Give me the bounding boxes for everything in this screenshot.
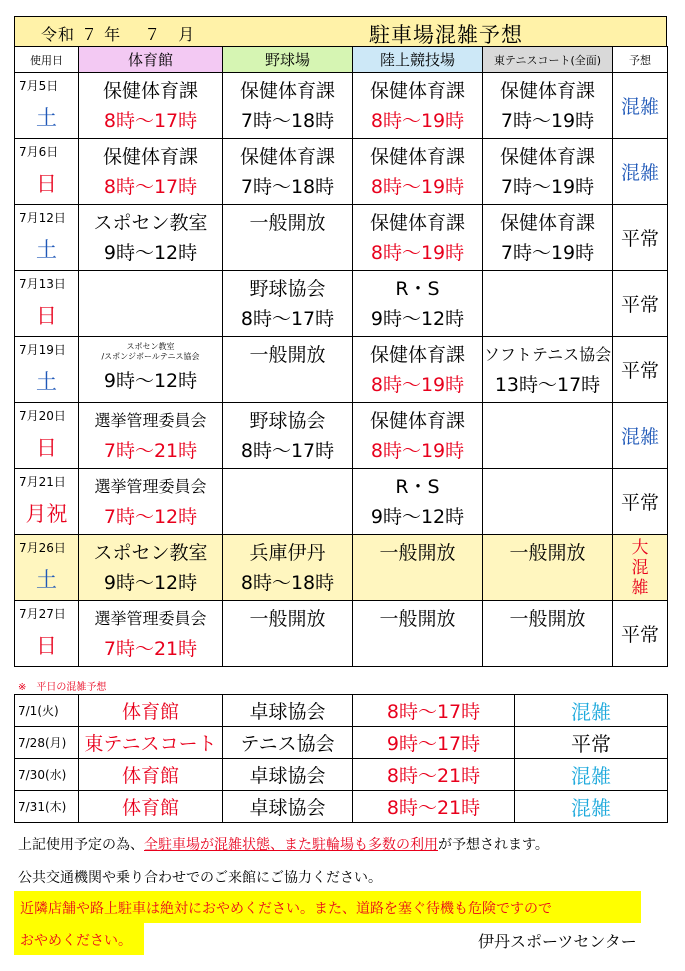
gym-org-line-1: スポセン教室 xyxy=(126,342,175,351)
header-forecast: 予想 xyxy=(613,47,668,73)
title-era: 令和 ７ 年 ７ 月 xyxy=(41,25,196,44)
baseball-org: 一般開放 xyxy=(249,212,326,234)
header-athletics: 陸上競技場 xyxy=(353,47,483,73)
weekday-row xyxy=(15,727,668,759)
athletics-org: R・S xyxy=(395,476,440,498)
athletics-time: 8時～19時 xyxy=(370,110,465,132)
date-cell xyxy=(15,535,79,601)
athletics-time: 8時～19時 xyxy=(370,374,465,396)
gym-org: スポセン教室 xyxy=(93,212,208,234)
forecast-value: 平常 xyxy=(620,492,659,514)
tennis-time: 7時～19時 xyxy=(500,176,595,198)
tennis-cell xyxy=(483,73,613,139)
weekday-event: 卓球協会 xyxy=(223,759,353,791)
weekday-time: 9時～17時 xyxy=(353,727,515,759)
baseball-cell xyxy=(223,601,353,667)
date-month-day: 7月19日 xyxy=(19,343,66,357)
weekday-date: 7/28(月) xyxy=(15,727,79,759)
gym-time: 7時～21時 xyxy=(103,440,198,462)
baseball-org: 保健体育課 xyxy=(239,146,335,168)
date-cell xyxy=(15,73,79,139)
footer-line-2: 公共交通機関や乗り合わせでのご来館にご協力ください。 xyxy=(18,870,382,886)
forecast-value: 混雑 xyxy=(620,96,659,118)
forecast-cell xyxy=(613,337,668,403)
weekday-facility: 体育館 xyxy=(79,695,223,727)
gym-org: 選挙管理委員会 xyxy=(94,411,207,430)
date-month-day: 7月6日 xyxy=(19,145,59,159)
athletics-cell xyxy=(353,337,483,403)
gym-time: 7時～12時 xyxy=(103,506,198,528)
tennis-org: 保健体育課 xyxy=(499,146,595,168)
weekday-schedule-table xyxy=(14,694,668,823)
forecast-cell xyxy=(613,271,668,337)
baseball-time: 8時～18時 xyxy=(240,572,335,594)
gym-time: 7時～21時 xyxy=(103,638,198,660)
tennis-cell xyxy=(483,403,613,469)
athletics-org: 一般開放 xyxy=(379,608,456,630)
weekday-row xyxy=(15,759,668,791)
warning-line-1: 近隣店舗や路上駐車は絶対におやめください。また、道路を塞ぐ待機も危険ですので xyxy=(20,901,552,917)
baseball-org: 野球協会 xyxy=(249,410,326,432)
forecast-char: 雑 xyxy=(631,577,649,598)
gym-org: 保健体育課 xyxy=(102,80,198,102)
footer-line-1: 上記使用予定の為、全駐車場が混雑状態、また駐輪場も多数の利用が予想されます。 xyxy=(18,837,549,853)
day-row xyxy=(15,337,668,403)
gym-time: 9時～12時 xyxy=(103,242,198,264)
forecast-value: 平常 xyxy=(620,360,659,382)
date-month-day: 7月20日 xyxy=(19,409,66,423)
athletics-org: 保健体育課 xyxy=(369,410,465,432)
weekend-schedule-table xyxy=(14,46,668,667)
forecast-cell xyxy=(613,205,668,271)
date-cell xyxy=(15,139,79,205)
weekday-forecast: 混雑 xyxy=(515,791,668,823)
baseball-cell xyxy=(223,139,353,205)
tennis-cell xyxy=(483,601,613,667)
gym-cell xyxy=(79,73,223,139)
weekday-facility: 体育館 xyxy=(79,759,223,791)
gym-time: 9時～12時 xyxy=(103,572,198,594)
gym-cell xyxy=(79,139,223,205)
baseball-cell xyxy=(223,403,353,469)
athletics-org: 一般開放 xyxy=(379,542,456,564)
baseball-time: 8時～17時 xyxy=(240,308,335,330)
date-weekday: 月祝 xyxy=(25,502,68,526)
footer-emphasis-bicycle: また駐輪場も多数の利用 xyxy=(284,837,438,853)
baseball-org: 保健体育課 xyxy=(239,80,335,102)
table-header-row xyxy=(15,47,668,73)
gym-time: 8時～17時 xyxy=(103,110,198,132)
baseball-cell xyxy=(223,73,353,139)
forecast-value: 平常 xyxy=(620,624,659,646)
date-weekday: 日 xyxy=(36,172,57,196)
weekday-forecast: 平常 xyxy=(515,727,668,759)
athletics-org: 保健体育課 xyxy=(369,80,465,102)
athletics-cell xyxy=(353,271,483,337)
gym-cell xyxy=(79,535,223,601)
weekday-date: 7/31(木) xyxy=(15,791,79,823)
weekday-event: テニス協会 xyxy=(223,727,353,759)
gym-cell xyxy=(79,403,223,469)
forecast-cell xyxy=(613,469,668,535)
date-month-day: 7月5日 xyxy=(19,79,59,93)
athletics-org: 保健体育課 xyxy=(369,146,465,168)
tennis-org: 一般開放 xyxy=(509,542,586,564)
header-date: 使用日 xyxy=(15,47,79,73)
date-weekday: 土 xyxy=(36,370,57,394)
date-month-day: 7月13日 xyxy=(19,277,66,291)
gym-cell xyxy=(79,337,223,403)
athletics-cell xyxy=(353,601,483,667)
date-cell xyxy=(15,601,79,667)
forecast-value: 平常 xyxy=(620,294,659,316)
tennis-cell xyxy=(483,337,613,403)
gym-cell xyxy=(79,469,223,535)
date-cell xyxy=(15,469,79,535)
date-weekday: 土 xyxy=(36,238,57,262)
day-row xyxy=(15,271,668,337)
athletics-org: R・S xyxy=(395,278,440,300)
gym-org-line-2: /スポンジボールテニス協会 xyxy=(101,352,200,361)
athletics-cell xyxy=(353,139,483,205)
athletics-org: 保健体育課 xyxy=(369,212,465,234)
forecast-cell xyxy=(613,403,668,469)
athletics-time: 9時～12時 xyxy=(370,506,465,528)
date-weekday: 土 xyxy=(36,568,57,592)
tennis-org: 一般開放 xyxy=(509,608,586,630)
forecast-value: 平常 xyxy=(620,228,659,250)
tennis-cell xyxy=(483,139,613,205)
header-tennis: 東テニスコート(全面) xyxy=(483,47,613,73)
gym-time: 8時～17時 xyxy=(103,176,198,198)
athletics-cell xyxy=(353,73,483,139)
baseball-org: 兵庫伊丹 xyxy=(249,542,326,564)
gym-cell xyxy=(79,601,223,667)
forecast-value: 混雑 xyxy=(620,162,659,184)
date-cell xyxy=(15,205,79,271)
forecast-cell xyxy=(613,73,668,139)
forecast-cell xyxy=(613,535,668,601)
date-month-day: 7月21日 xyxy=(19,475,66,489)
date-cell xyxy=(15,271,79,337)
athletics-cell xyxy=(353,469,483,535)
baseball-time: 8時～17時 xyxy=(240,440,335,462)
gym-org: 選挙管理委員会 xyxy=(94,477,207,496)
forecast-char: 混 xyxy=(631,557,649,578)
baseball-org: 一般開放 xyxy=(249,344,326,366)
day-row xyxy=(15,403,668,469)
gym-org: 保健体育課 xyxy=(102,146,198,168)
day-row xyxy=(15,535,668,601)
day-row xyxy=(15,139,668,205)
gym-cell xyxy=(79,205,223,271)
date-weekday: 土 xyxy=(36,106,57,130)
tennis-org: ソフトテニス協会 xyxy=(483,345,612,364)
header-baseball: 野球場 xyxy=(223,47,353,73)
tennis-org: 保健体育課 xyxy=(499,80,595,102)
day-row xyxy=(15,205,668,271)
baseball-cell xyxy=(223,469,353,535)
baseball-org: 一般開放 xyxy=(249,608,326,630)
gym-cell xyxy=(79,271,223,337)
forecast-cell xyxy=(613,601,668,667)
tennis-org: 保健体育課 xyxy=(499,212,595,234)
athletics-cell xyxy=(353,205,483,271)
title-bar xyxy=(14,16,667,46)
baseball-time: 7時～18時 xyxy=(240,176,335,198)
weekday-time: 8時～21時 xyxy=(353,791,515,823)
gym-org: 選挙管理委員会 xyxy=(94,609,207,628)
header-gym: 体育館 xyxy=(79,47,223,73)
baseball-cell xyxy=(223,271,353,337)
tennis-time: 13時～17時 xyxy=(494,374,601,396)
weekday-note: ※ 平日の混雑予想 xyxy=(18,682,107,693)
gym-time: 9時～12時 xyxy=(103,370,198,392)
forecast-char: 大 xyxy=(631,537,649,558)
weekday-date: 7/1(火) xyxy=(15,695,79,727)
weekday-row xyxy=(15,695,668,727)
date-cell xyxy=(15,337,79,403)
forecast-value: 混雑 xyxy=(620,426,659,448)
weekday-forecast: 混雑 xyxy=(515,759,668,791)
weekday-event: 卓球協会 xyxy=(223,695,353,727)
weekday-forecast: 混雑 xyxy=(515,695,668,727)
date-weekday: 日 xyxy=(36,634,57,658)
day-row xyxy=(15,73,668,139)
weekday-facility: 東テニスコート xyxy=(79,727,223,759)
date-month-day: 7月12日 xyxy=(19,211,66,225)
tennis-cell xyxy=(483,469,613,535)
weekday-row xyxy=(15,791,668,823)
date-weekday: 日 xyxy=(36,304,57,328)
weekday-time: 8時～21時 xyxy=(353,759,515,791)
baseball-org: 野球協会 xyxy=(249,278,326,300)
athletics-time: 8時～19時 xyxy=(370,176,465,198)
athletics-time: 8時～19時 xyxy=(370,440,465,462)
date-cell xyxy=(15,403,79,469)
date-month-day: 7月27日 xyxy=(19,607,66,621)
page-title: 駐車場混雑予想 xyxy=(369,23,523,47)
forecast-cell xyxy=(613,139,668,205)
day-row xyxy=(15,469,668,535)
athletics-time: 9時～12時 xyxy=(370,308,465,330)
weekday-date: 7/30(水) xyxy=(15,759,79,791)
athletics-cell xyxy=(353,403,483,469)
athletics-time: 8時～19時 xyxy=(370,242,465,264)
gym-org: スポセン教室 xyxy=(93,542,208,564)
baseball-cell xyxy=(223,535,353,601)
baseball-time: 7時～18時 xyxy=(240,110,335,132)
athletics-cell xyxy=(353,535,483,601)
tennis-cell xyxy=(483,271,613,337)
warning-line-2: おやめください。 xyxy=(20,933,132,949)
weekday-time: 8時～17時 xyxy=(353,695,515,727)
tennis-cell xyxy=(483,205,613,271)
footer-emphasis-parking: 全駐車場が混雑状態 xyxy=(144,837,270,853)
tennis-time: 7時～19時 xyxy=(500,242,595,264)
weekday-event: 卓球協会 xyxy=(223,791,353,823)
signature: 伊丹スポーツセンター xyxy=(478,932,637,951)
baseball-cell xyxy=(223,337,353,403)
day-row xyxy=(15,601,668,667)
weekday-facility: 体育館 xyxy=(79,791,223,823)
baseball-cell xyxy=(223,205,353,271)
tennis-cell xyxy=(483,535,613,601)
date-month-day: 7月26日 xyxy=(19,541,66,555)
date-weekday: 日 xyxy=(36,436,57,460)
athletics-org: 保健体育課 xyxy=(369,344,465,366)
tennis-time: 7時～19時 xyxy=(500,110,595,132)
